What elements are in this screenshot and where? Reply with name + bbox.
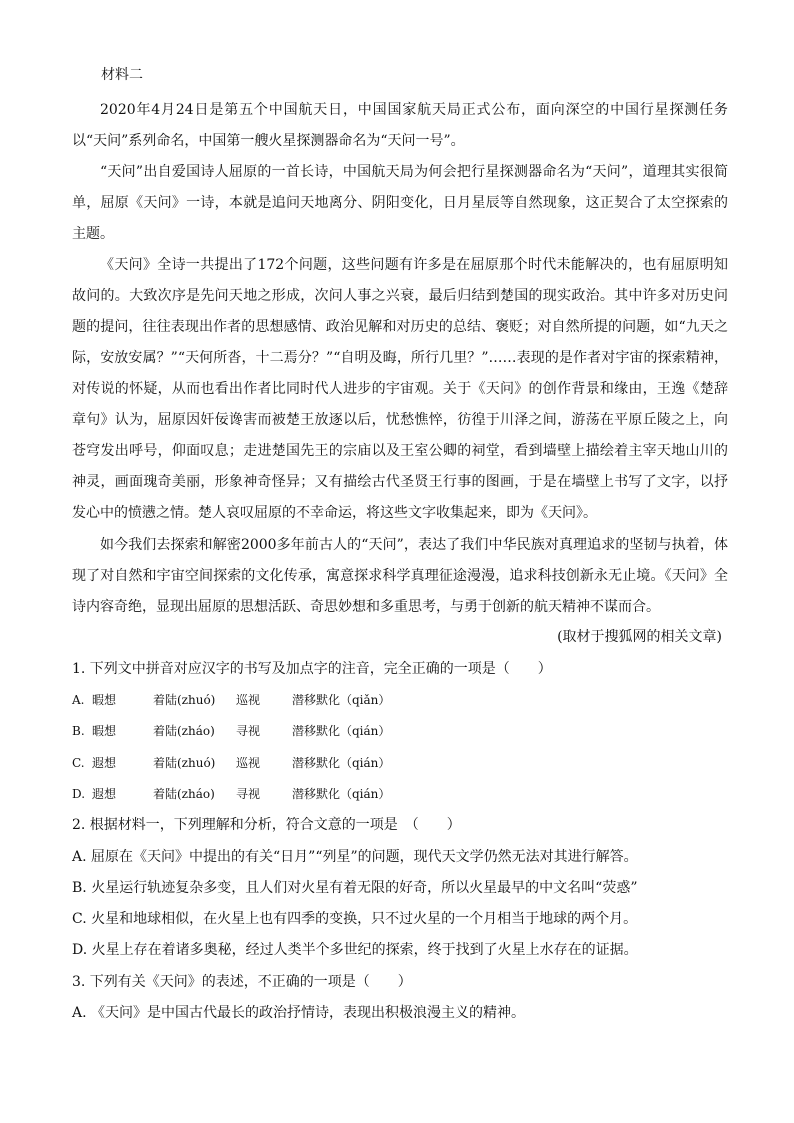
option-word: 着陆(zháo) (153, 724, 215, 738)
question-2-option-a: A. 屈原在《天问》中提出的有关“日月”“列星”的问题，现代天文学仍然无法对其进行解答。 (72, 849, 638, 865)
option-word: 寻视 (236, 724, 261, 738)
option-word: 着陆(zhuó) (153, 756, 216, 770)
option-label: B. (72, 724, 85, 738)
option-label: A. (72, 693, 85, 707)
option-word: 潜移默化（qián） (292, 724, 391, 738)
option-word: 潜移默化（qián） (292, 787, 391, 801)
question-1-option-d (72, 783, 390, 805)
paragraph-1: 2020年4月24日是第五个中国航天日，中国国家航天局正式公布，面向深空的中国行星探测任务以“天问”系列命名，中国第一艘火星探测器命名为“天问一号”。 (72, 102, 728, 149)
question-2-stem: 2. 根据材料一，下列理解和分析，符合文意的一项是 （ ） (72, 817, 461, 833)
option-label: D. (72, 787, 86, 801)
option-label: C. (72, 756, 85, 770)
question-1-option-a (72, 689, 390, 711)
question-3-option-a: A. 《天问》是中国古代最长的政治抒情诗，表现出积极浪漫主义的精神。 (72, 1005, 526, 1021)
question-2-option-d: D. 火星上存在着诸多奥秘，经过人类半个多世纪的探索，终于找到了火星上水存在的证据。 (72, 942, 638, 958)
material-heading: 材料二 (101, 67, 143, 83)
option-word: 巡视 (236, 693, 261, 707)
option-word: 寻视 (236, 787, 261, 801)
option-word: 遐想 (92, 756, 117, 770)
question-1-option-c (72, 752, 390, 774)
source-citation: (取材于搜狐网的相关文章) (557, 629, 722, 645)
paragraph-2: “天问”出自爱国诗人屈原的一首长诗，中国航天局为何会把行星探测器命名为“天问”，道理其实很简单，屈原《天问》一诗，本就是追问天地离分、阴阳变化，日月星辰等自然现象，这正契合了太空探索的主题。 (72, 164, 728, 242)
option-word: 巡视 (236, 756, 261, 770)
option-word: 暇想 (92, 724, 117, 738)
question-1-stem: 1. 下列文中拼音对应汉字的书写及加点字的注音，完全正确的一项是（ ） (72, 661, 552, 677)
option-word: 潜移默化（qiǎn） (292, 693, 391, 707)
option-word: 遐想 (92, 787, 117, 801)
option-word: 暇想 (92, 693, 117, 707)
option-word: 着陆(zhuó) (153, 693, 216, 707)
paragraph-3: 《天问》全诗一共提出了172个问题，这些问题有许多是在屈原那个时代未能解决的，也有屈原明知故问的。大致次序是先问天地之形成，次问人事之兴衰，最后归结到楚国的现实政治。其中许多对历史问题的提问，往往表现出作者的思想感情、政治见解和对历史的总结、褒贬；对自然所提的问题，如“九天之际，安放安属？”“天何所沓，十二焉分？”“自明及晦，所行几里？”……表现的是作者对宇宙的探索精神，对传说的怀疑，从而也看出作者比同时代人进步的宇宙观。关于《天问》的创作背景和缘由，王逸《楚辞章句》认为，屈原因奸佞谗害而被楚王放逐以后，忧愁憔悴，彷徨于川泽之间，游荡在平原丘陵之上，向苍穹发出呼号，仰面叹息；走进楚国先王的宗庙以及王室公卿的祠堂，看到墙壁上描绘着主宰天地山川的神灵，画面瑰奇美丽，形象神奇怪异；又有描绘古代圣贤王行事的图画，于是在墙壁上书写了文字，以抒发心中的愤懑之情。楚人哀叹屈原的不幸命运，将这些文字收集起来，即为《天问》。 (72, 257, 728, 521)
question-3-stem: 3. 下列有关《天问》的表述，不正确的一项是（ ） (72, 974, 412, 990)
question-1-option-b (72, 720, 390, 742)
paragraph-4: 如今我们去探索和解密2000多年前古人的“天问”，表达了我们中华民族对真理追求的坚韧与执着，体现了对自然和宇宙空间探索的文化传承，寓意探求科学真理征途漫漫，追求科技创新永无止境。《天问》全诗内容奇绝，显现出屈原的思想活跃、奇思妙想和多重思考，与勇于创新的航天精神不谋而合。 (72, 537, 728, 615)
option-word: 潜移默化（qián） (292, 756, 391, 770)
option-word: 着陆(zháo) (153, 787, 215, 801)
question-2-option-c: C. 火星和地球相似，在火星上也有四季的变换，只不过火星的一个月相当于地球的两个月。 (72, 911, 638, 927)
question-2-option-b: B. 火星运行轨迹复杂多变，且人们对火星有着无限的好奇，所以火星最早的中文名叫“荧惑” (72, 880, 638, 896)
